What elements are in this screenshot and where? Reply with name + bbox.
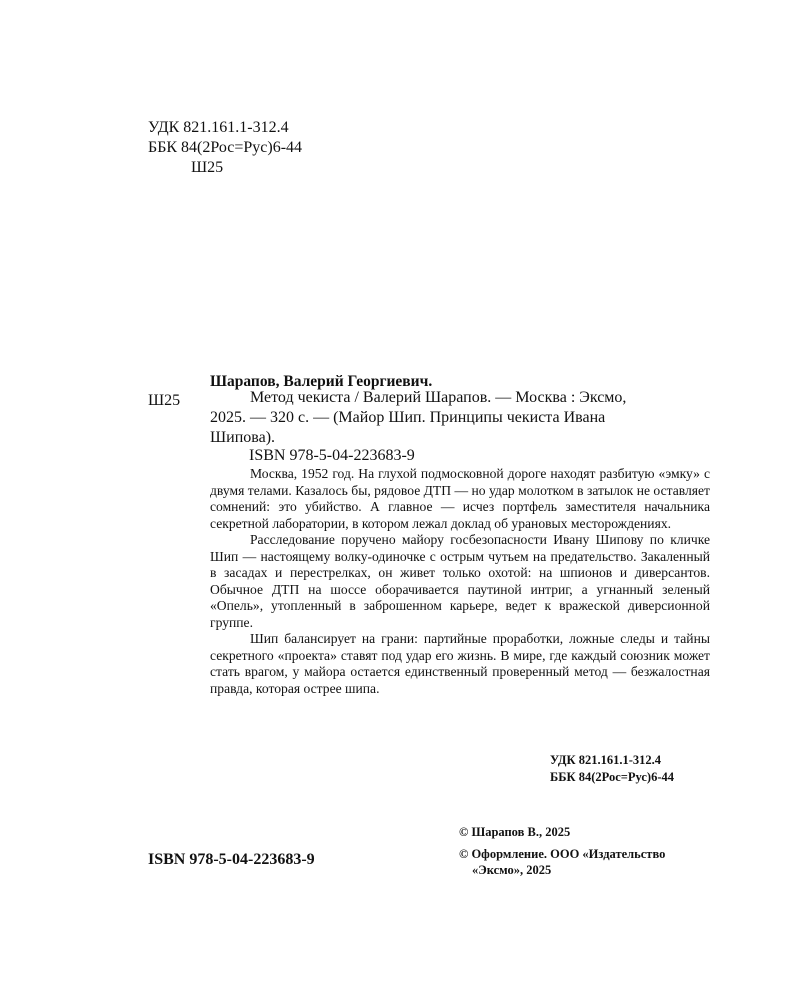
author-heading: Шарапов, Валерий Георгиевич. [210,373,433,390]
annotation-paragraph: Москва, 1952 год. На глухой подмосковной дороге находят разбитую «эмку» с двумя телами. Казалось бы, рядовое ДТП — но удар молотком в затылок не оставляет сомнений: это убийство. А главное — исчез портфель заместителя начальника секретной лаборатории, в котором лежал доклад об урановых месторождениях. [210,466,710,531]
cutter-mark: Ш25 [148,392,181,409]
isbn-record: ISBN 978-5-04-223683-9 [249,447,415,464]
copyright-design-cont: «Эксмо», 2025 [472,863,552,877]
classification-codes [148,118,302,178]
copyright-author: © Шарапов В., 2025 [459,825,571,839]
bbk-code: ББК 84(2Рос=Рус)6-44 [550,770,674,784]
classification-codes-repeat [550,752,674,786]
record-line: Метод чекиста / Валерий Шарапов. — Москва : Эксмо, [250,389,627,406]
bbk-code: ББК 84(2Рос=Рус)6-44 [148,139,303,156]
annotation-paragraph: Шип балансирует на грани: партийные проработки, ложные следы и тайны секретного «проекта» ставят под удар его жизнь. В мире, где каждый союзник может стать врагом, у майора остается единственный проверенный метод — безжалостная правда, которая острее шипа. [210,631,710,696]
annotation-paragraph: Расследование поручено майору госбезопасности Ивану Шипову по кличке Шип — настоящему волку-одиночке с острым чутьем на предательство. Закаленный в засадах и перестрелках, он живет только охотой: на шпионов и диверсантов. Обычное ДТП на шоссе оборачивается паутиной интриг, а угнанный зеленый «Опель», утопленный в заброшенном карьере, ведет к вражеской диверсионной группе. [210,532,710,630]
udk-code: УДК 821.161.1-312.4 [550,753,661,767]
record-line: 2025. — 320 с. — (Майор Шип. Принципы чекиста Ивана [210,409,606,426]
udk-code: УДК 821.161.1-312.4 [148,119,289,136]
cutter-code: Ш25 [191,159,224,176]
record-line: Шипова). [210,429,276,446]
bibliographic-record [210,388,710,448]
annotation [210,466,710,697]
copyright-design: © Оформление. ООО «Издательство [459,847,666,861]
isbn-bottom: ISBN 978-5-04-223683-9 [148,851,315,868]
copyright-block [459,824,719,878]
